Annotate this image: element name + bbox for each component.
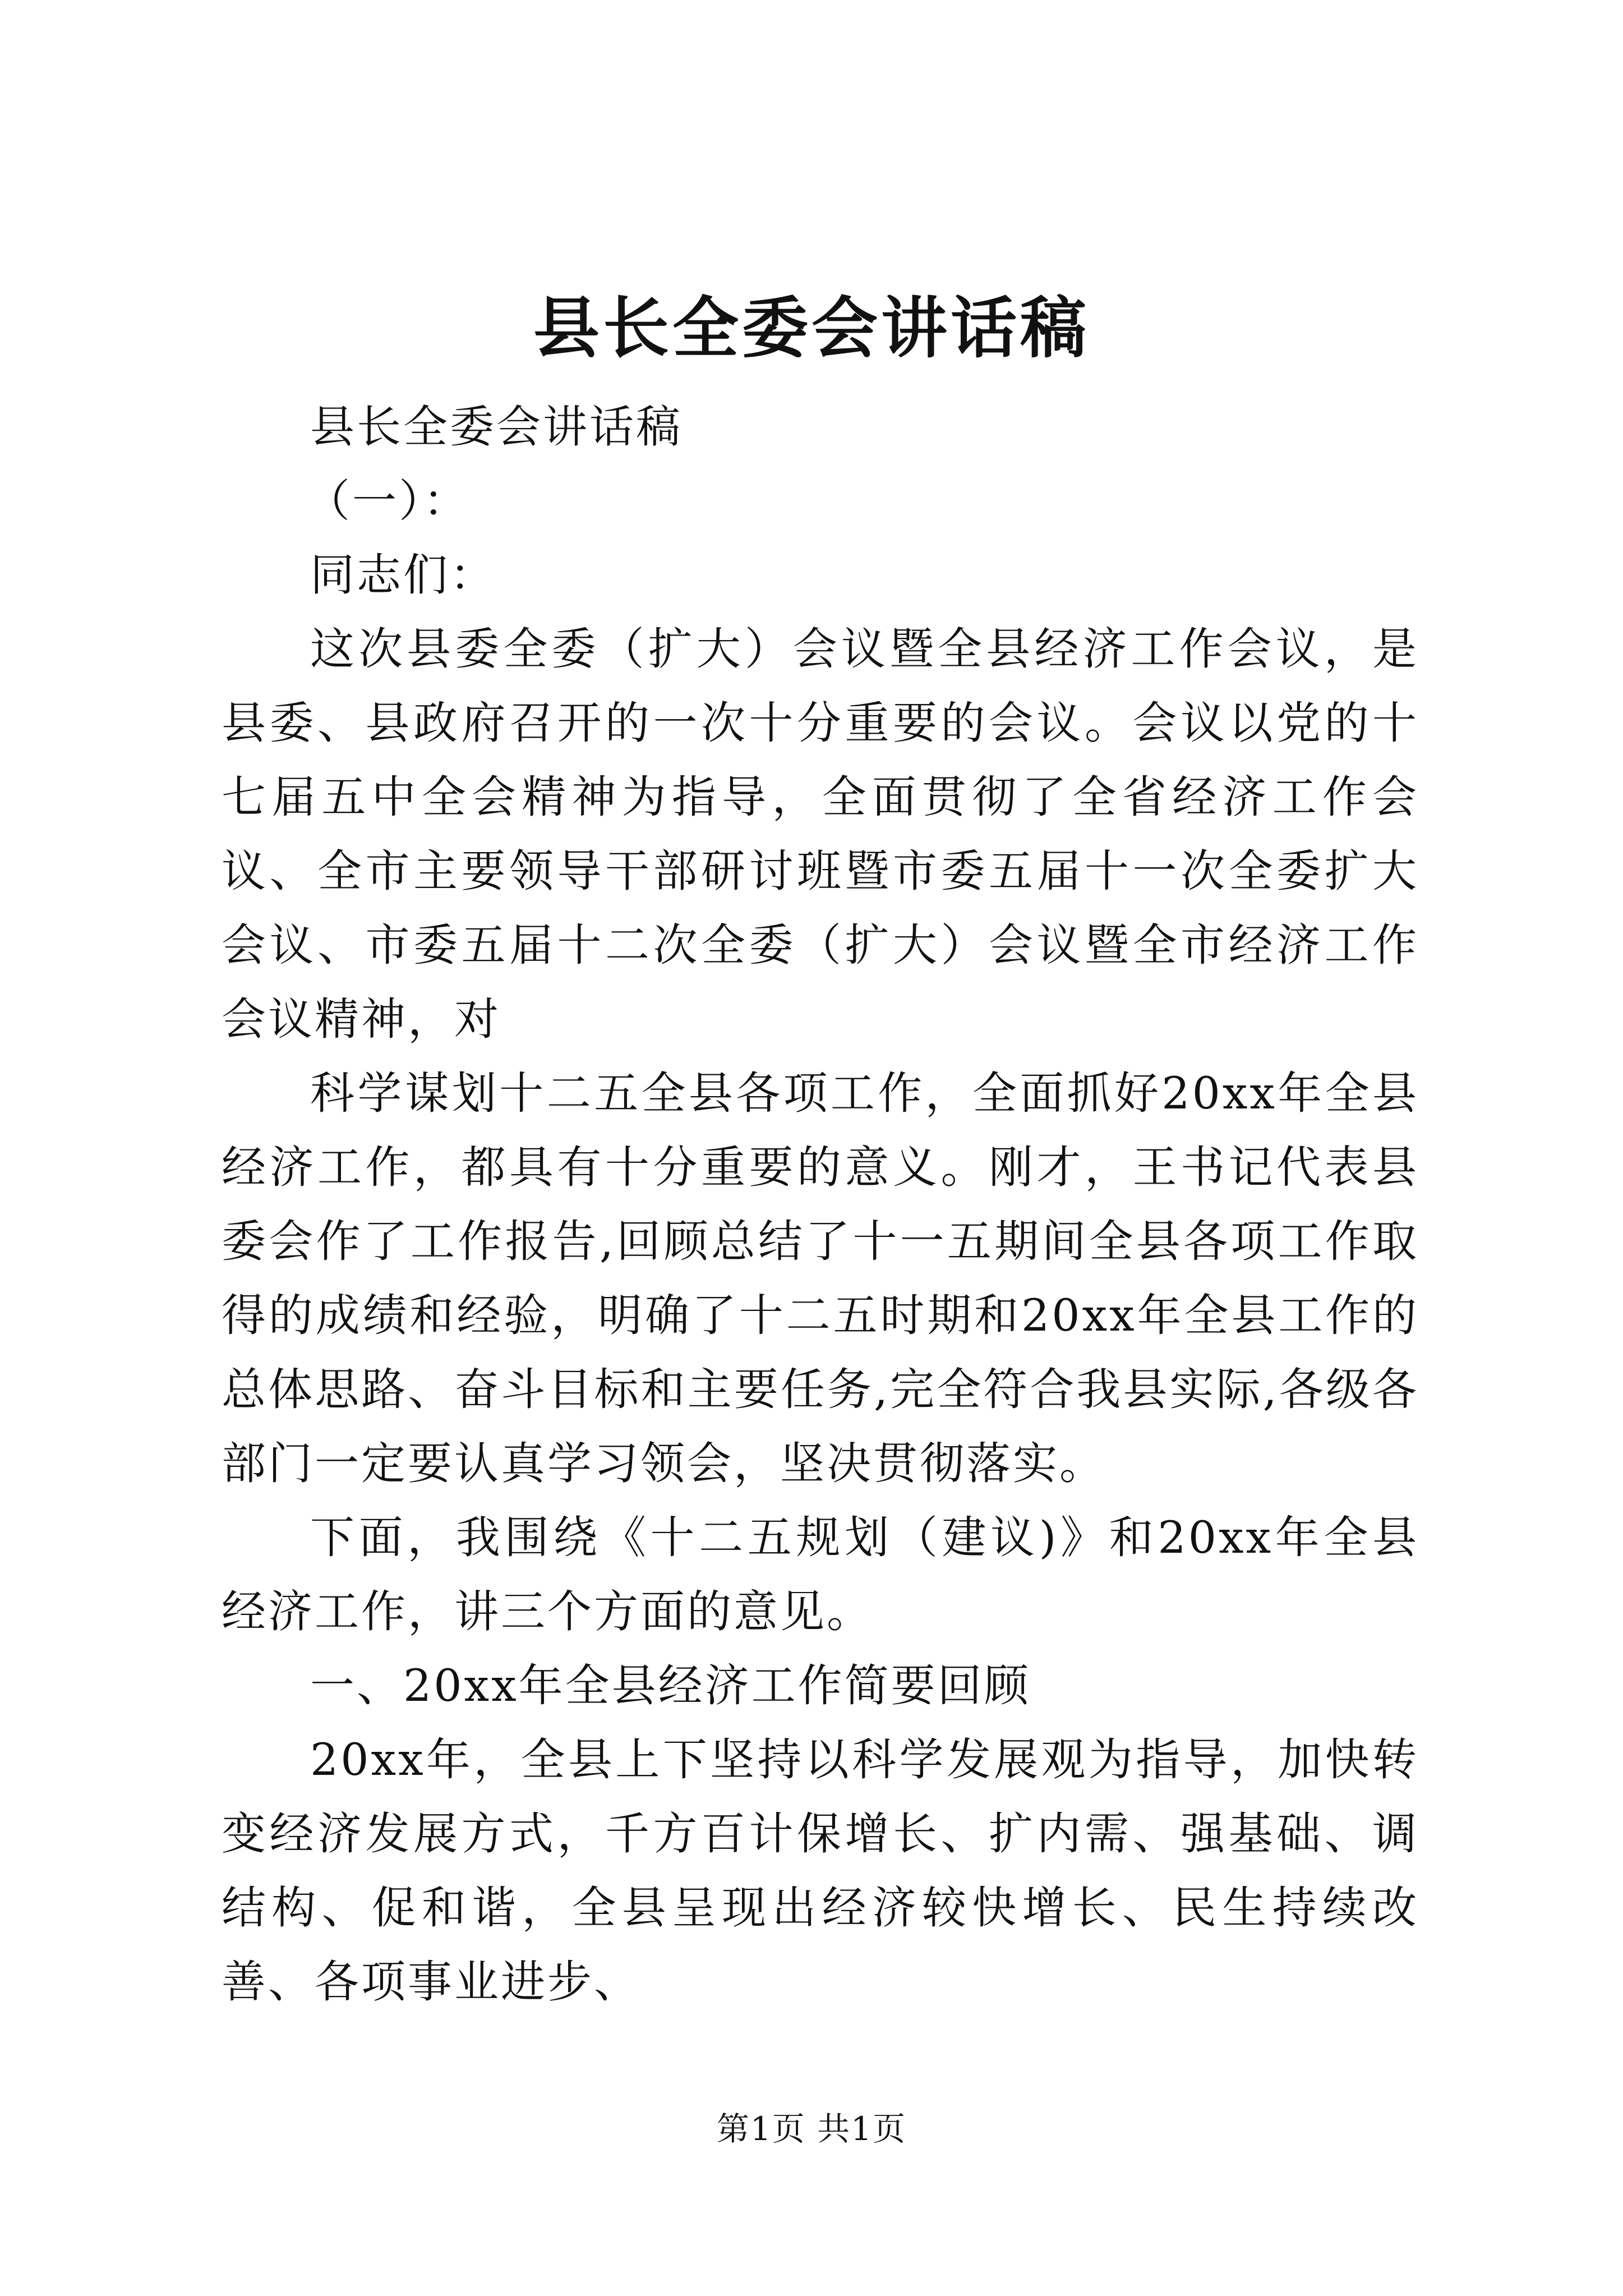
- document-body: [222, 390, 1419, 2019]
- paragraph-section-marker: （一）：: [306, 475, 470, 527]
- paragraph-section-heading: 一、20xx年全县经济工作简要回顾: [310, 1660, 1031, 1711]
- paragraph-review: 20xx年，全县上下坚持以科学发展观为指导，加快转变经济发展方式，千方百计保增长、扩内需、强基础、调结构、促和谐，全县呈现出经济较快增长、民生持续改善、各项事业进步、: [222, 1734, 1419, 2008]
- paragraph-meeting-intro: 这次县委全委（扩大）会议暨全县经济工作会议，是县委、县政府召开的一次十分重要的会议。会议以党的十七届五中全会精神为指导，全面贯彻了全省经济工作会议、全市主要领导干部研讨班暨市委五届十一次全委扩大会议、市委五届十二次全委（扩大）会议暨全市经济工作会议精神，对: [222, 623, 1419, 1045]
- page-footer: 第1页 共1页: [716, 2110, 907, 2148]
- paragraph-outline: 下面，我围绕《十二五规划（建议)》和20xx年全县经济工作，讲三个方面的意见。: [222, 1512, 1419, 1637]
- paragraph-subtitle: 县长全委会讲话稿: [310, 401, 683, 453]
- paragraph-salutation: 同志们：: [310, 549, 496, 601]
- paragraph-significance: 科学谋划十二五全县各项工作，全面抓好20xx年全县经济工作，都具有十分重要的意义。刚才，王书记代表县委会作了工作报告,回顾总结了十一五期间全县各项工作取得的成绩和经验，明确了十二五时期和20xx年全县工作的总体思路、奋斗目标和主要任务,完全符合我县实际,各级各部门一定要认真学习领会，坚决贯彻落实。: [222, 1068, 1419, 1489]
- document-title: 县长全委会讲话稿: [533, 289, 1090, 367]
